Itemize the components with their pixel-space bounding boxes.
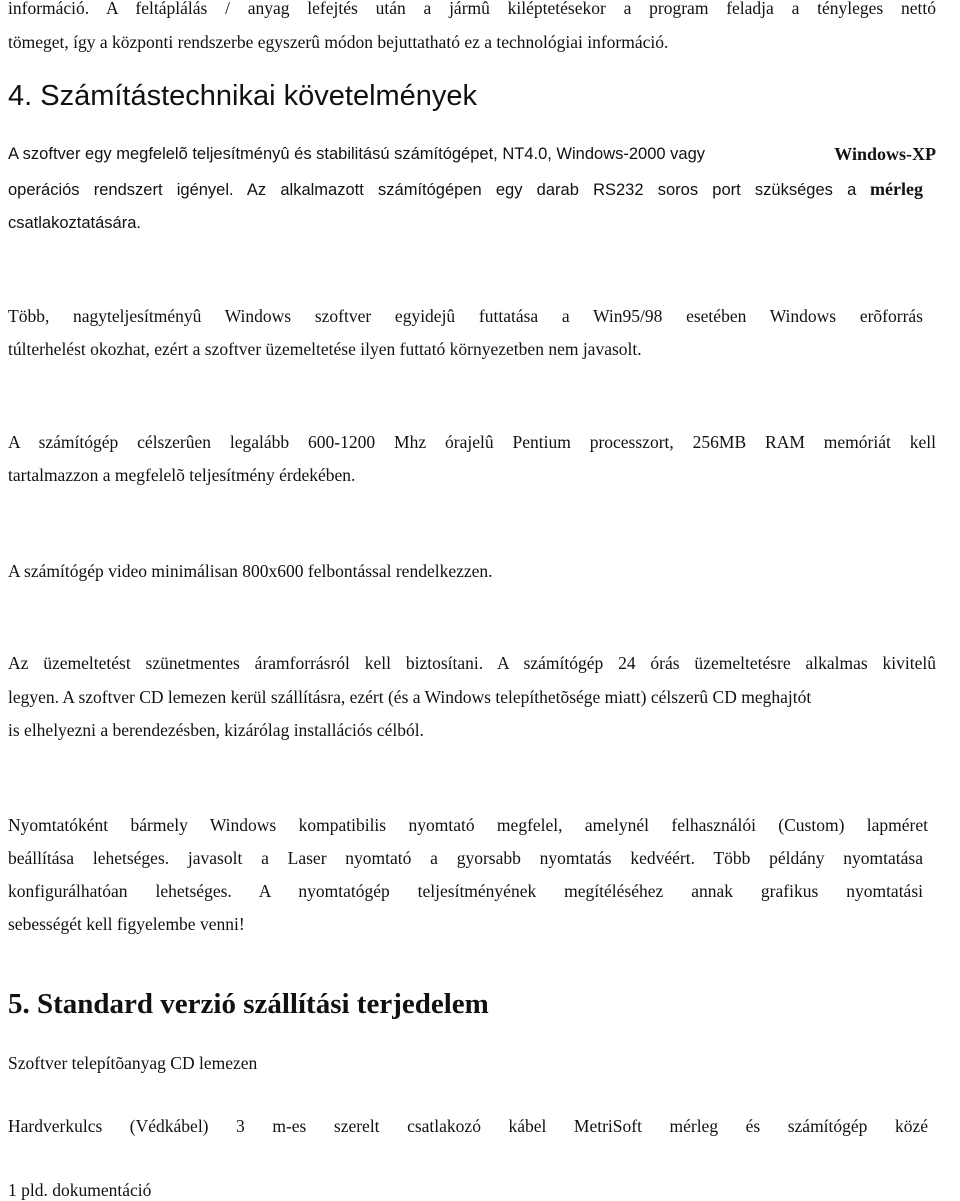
section-4-p6-line-4: sebességét kell figyelembe venni! [8, 914, 245, 934]
section-4-p2-line-2: túlterhelést okozhat, ezért a szoftver üzemeltetése ilyen futtató környezetben nem javasolt. [8, 339, 642, 359]
section-4-p2-line-1: Több, nagyteljesítményû Windows szoftver egyidejû futtatása a Win95/98 esetében Windows erõforrás [8, 306, 923, 326]
section-4-p5-line-2: legyen. A szoftver CD lemezen kerül szállításra, ezért (és a Windows telepíthetõsége miatt) célszerû CD meghajtót [8, 687, 812, 707]
section-5-item-3: 1 pld. dokumentáció [8, 1180, 152, 1200]
section-4-p1-line-1-bold: Windows-XP [834, 144, 936, 164]
section-4-p6-line-2: beállítása lehetséges. javasolt a Laser nyomtató a gyorsabb nyomtatás kedvéért. Több példány nyomtatása [8, 848, 923, 868]
section-4-p3-line-2: tartalmazzon a megfelelõ teljesítmény érdekében. [8, 465, 356, 485]
section-4-p5-line-1: Az üzemeltetést szünetmentes áramforrásról kell biztosítani. A számítógép 24 órás üzemeltetésre alkalmas kivitelû [8, 653, 936, 673]
section-4-p6-line-1: Nyomtatóként bármely Windows kompatibilis nyomtató megfelel, amelynél felhasználói (Custom) lapméret [8, 815, 928, 835]
section-4-p1-line-1 [8, 143, 936, 165]
intro-line-2: tömeget, így a központi rendszerbe egyszerû módon bejuttatható ez a technológiai információ. [8, 32, 669, 52]
section-5-heading: 5. Standard verzió szállítási terjedelem [8, 988, 489, 1020]
section-4-p1-line-2 [8, 178, 923, 201]
section-4-p1-line-1-text: A szoftver egy megfelelõ teljesítményû és stabilitású számítógépet, NT4.0, Windows-2000 vagy [8, 145, 706, 163]
section-5-item-2: Hardverkulcs (Védkábel) 3 m-es szerelt csatlakozó kábel MetriSoft mérleg és számítógép közé [8, 1116, 928, 1136]
section-4-p1-line-2-bold: mérleg [870, 179, 923, 199]
section-4-p5-line-3: is elhelyezni a berendezésben, kizárólag installációs célból. [8, 720, 424, 740]
section-4-p4-line-1: A számítógép video minimálisan 800x600 felbontással rendelkezzen. [8, 561, 493, 581]
section-4-p6-line-3: konfigurálhatóan lehetséges. A nyomtatógép teljesítményének megítéléséhez annak grafikus nyomtatási [8, 881, 923, 901]
section-4-p1-line-3: csatlakoztatására. [8, 214, 141, 232]
section-4-p3-line-1: A számítógép célszerûen legalább 600-1200 Mhz órajelû Pentium processzort, 256MB RAM memóriát kell [8, 432, 936, 452]
section-4-heading: 4. Számítástechnikai követelmények [8, 80, 478, 112]
section-5-item-1: Szoftver telepítõanyag CD lemezen [8, 1053, 258, 1073]
section-4-p1-line-2-text: operációs rendszert igényel. Az alkalmazott számítógépen egy darab RS232 soros port szükséges a [8, 181, 857, 199]
intro-line-1: információ. A feltáplálás / anyag lefejtés után a jármû kiléptetésekor a program feladja a tényleges nettó [8, 0, 936, 18]
